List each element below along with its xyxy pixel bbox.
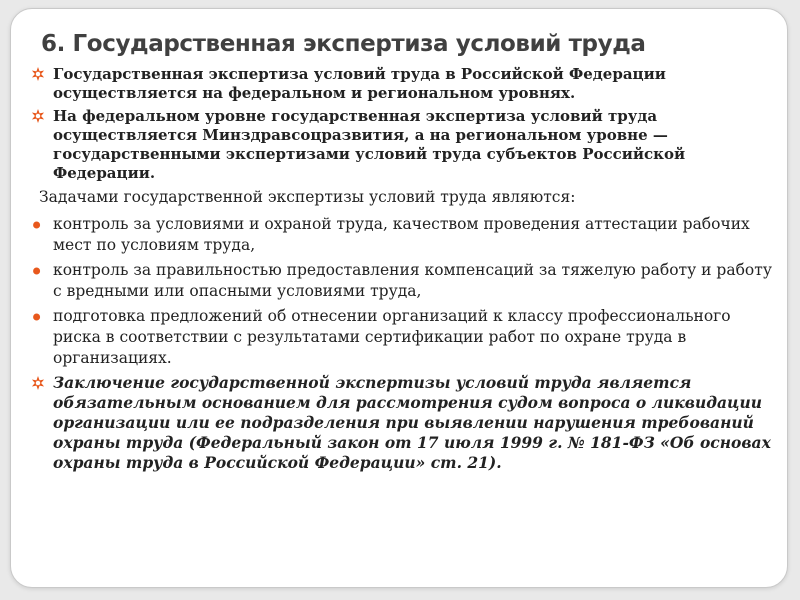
- slide: [10, 8, 788, 588]
- list-intro: [31, 187, 779, 208]
- bullet-item: [31, 306, 779, 369]
- star-bullet-icon: [31, 376, 45, 390]
- dot-bullet-icon: [31, 264, 45, 278]
- bullet-item: [31, 107, 779, 183]
- slide-content: [31, 65, 779, 477]
- bullet-item: [31, 373, 779, 473]
- bullet-text: контроль за условиями и охраной труда, качеством проведения аттестации рабочих мест по условиям труда,: [53, 215, 750, 254]
- bullet-item: [31, 214, 779, 256]
- dot-bullet-icon: [31, 218, 45, 232]
- slide-title: 6. Государственная экспертиза условий труда: [41, 31, 646, 57]
- star-bullet-icon: [31, 67, 45, 81]
- bullet-text: Заключение государственной экспертизы условий труда является обязательным основанием для рассмотрения судом вопроса о ликвидации организации или ее подразделения при выявлении нарушения требований охраны труда (Федеральный закон от 17 июля 1999 г. № 181-ФЗ «Об основах охраны труда в Российской Федерации» ст. 21).: [53, 373, 771, 472]
- dot-bullet-icon: [31, 310, 45, 324]
- bullet-item: [31, 260, 779, 302]
- bullet-item: [31, 65, 779, 103]
- intro-text: Задачами государственной экспертизы условий труда являются:: [39, 188, 576, 206]
- bullet-text: Государственная экспертиза условий труда в Российской Федерации осуществляется на федеральном и региональном уровнях.: [53, 65, 666, 102]
- bullet-text: контроль за правильностью предоставления компенсаций за тяжелую работу и работу с вредными или опасными условиями труда,: [53, 261, 772, 300]
- star-bullet-icon: [31, 109, 45, 123]
- bullet-text: подготовка предложений об отнесении организаций к классу профессионального риска в соответствии с результатами сертификации работ по охране труда в организациях.: [53, 307, 731, 367]
- bullet-text: На федеральном уровне государственная экспертиза условий труда осуществляется Минздравсоцразвития, а на региональном уровне — государственными экспертизами условий труда субъектов Российской Федерации.: [53, 107, 686, 182]
